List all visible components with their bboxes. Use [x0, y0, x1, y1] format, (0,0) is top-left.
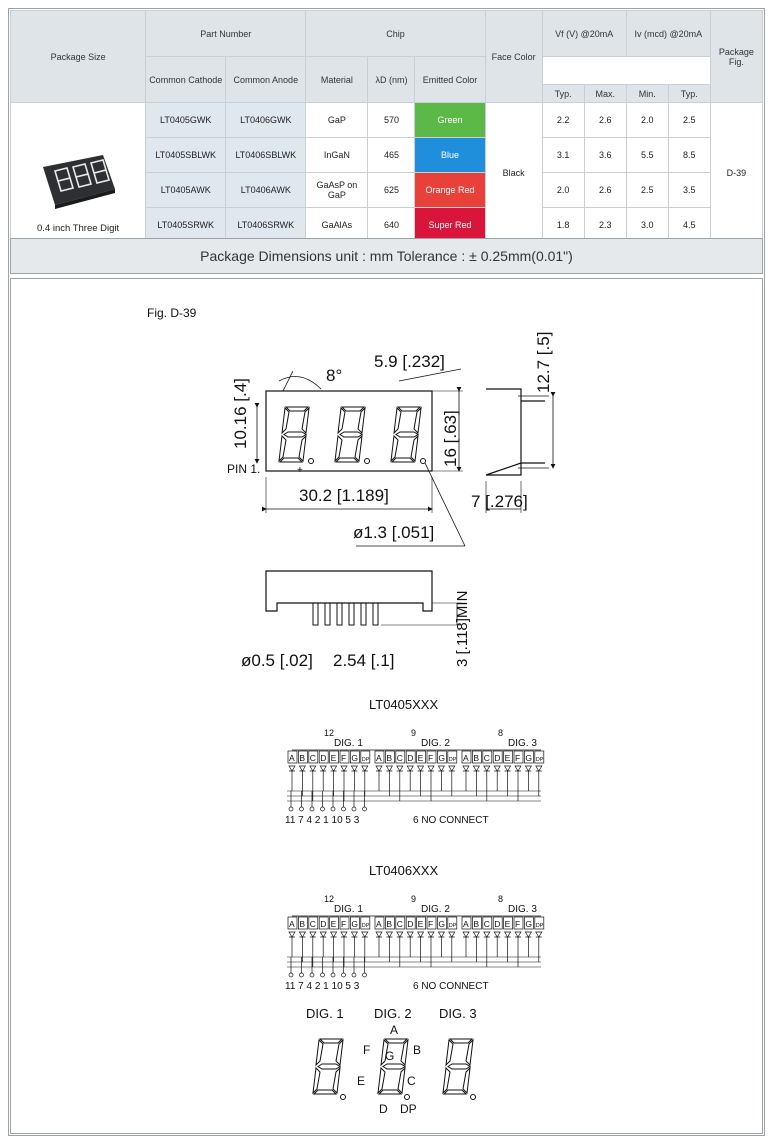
front-digit-1	[279, 407, 309, 462]
segment-letter: E	[504, 753, 511, 763]
diode-symbol	[449, 932, 455, 937]
front-view-outline	[266, 391, 432, 471]
segment-letter: B	[299, 919, 306, 929]
vf-max-1: 3.6	[584, 138, 626, 173]
diode-symbol	[351, 766, 357, 771]
color-swatch-3: Super Red	[415, 208, 485, 243]
fig-label: Fig. D-39	[147, 306, 197, 320]
pin-terminal	[342, 807, 346, 811]
seg-label-b: B	[413, 1043, 422, 1057]
pitch-label: 5.9 [.232]	[374, 352, 445, 371]
wavelength-2: 625	[368, 173, 415, 208]
segment-letter: F	[341, 919, 347, 929]
pin-terminal	[331, 973, 335, 977]
seg-label-d: D	[379, 1102, 388, 1116]
vf-max-2: 2.6	[584, 173, 626, 208]
segment-letter: F	[428, 919, 434, 929]
diode-symbol	[536, 766, 542, 771]
svg-text:11 7 4 2 1 10 5 3: 11 7 4 2 1 10 5 3	[285, 981, 360, 992]
cathode-part-0: LT0405GWK	[146, 103, 226, 138]
pin-diameter-label: ø0.5 [.02]	[241, 651, 313, 670]
diode-symbol	[484, 932, 490, 937]
pin-terminal	[363, 807, 367, 811]
svg-text:8: 8	[498, 894, 504, 904]
segment-letter: D	[494, 919, 501, 929]
pin-terminal	[331, 807, 335, 811]
pin-terminal	[310, 807, 314, 811]
segment-letter: D	[320, 753, 327, 763]
package-fig-value: D-39	[710, 103, 762, 243]
segment-letter: C	[396, 919, 403, 929]
diode-symbol	[310, 932, 316, 937]
diode-symbol	[418, 766, 424, 771]
header-vf: Vf (V) @20mA	[542, 11, 626, 57]
color-swatch-0: Green	[415, 103, 485, 138]
svg-text:DIG. 3: DIG. 3	[508, 904, 537, 915]
segment-letter: A	[463, 919, 469, 929]
segment-letter: E	[417, 753, 424, 763]
diode-symbol	[397, 932, 403, 937]
header-common-anode: Common Anode	[226, 57, 306, 103]
pin-terminal	[352, 973, 356, 977]
pin-terminal	[300, 807, 304, 811]
legend-dig1: DIG. 1	[306, 1006, 344, 1021]
svg-text:6 NO CONNECT: 6 NO CONNECT	[413, 815, 489, 826]
color-swatch-2: Orange Red	[415, 173, 485, 208]
diode-symbol	[525, 932, 531, 937]
vf-max-0: 2.6	[584, 103, 626, 138]
legend-digit-3	[443, 1039, 473, 1094]
vf-typ-1: 3.1	[542, 138, 584, 173]
diode-symbol	[299, 766, 305, 771]
segment-letter: E	[330, 753, 337, 763]
diode-symbol	[484, 766, 490, 771]
diode-symbol	[407, 932, 413, 937]
segment-letter: A	[289, 753, 295, 763]
pin-pitch-label: 2.54 [.1]	[333, 651, 395, 670]
header-vf-max: Max.	[584, 85, 626, 103]
cathode-part-2: LT0405AWK	[146, 173, 226, 208]
diode-symbol	[505, 932, 511, 937]
segment-letter: F	[341, 753, 347, 763]
segment-letter: DP	[448, 923, 457, 929]
bottom-pins	[313, 603, 378, 625]
segment-letter: G	[351, 919, 359, 929]
header-iv-min: Min.	[626, 85, 668, 103]
diode-symbol	[341, 932, 347, 937]
side-depth-label: 7 [.276]	[471, 492, 528, 511]
svg-text:9: 9	[411, 894, 417, 904]
legend-digit-2	[378, 1039, 408, 1094]
diode-symbol	[351, 932, 357, 937]
svg-text:11 7 4 2 1 10 5 3: 11 7 4 2 1 10 5 3	[285, 815, 360, 826]
dot-diameter-label: ø1.3 [.051]	[353, 523, 435, 542]
pin-length-label: 3 [.118]MIN	[454, 590, 471, 667]
diode-symbol	[505, 766, 511, 771]
seg-label-e: E	[357, 1074, 366, 1088]
seg-label-c: C	[407, 1074, 416, 1088]
vf-typ-3: 1.8	[542, 208, 584, 243]
segment-letter: G	[438, 753, 446, 763]
legend-digit-1	[313, 1039, 343, 1094]
iv-min-0: 2.0	[626, 103, 668, 138]
width-label: 30.2 [1.189]	[299, 486, 389, 505]
wavelength-3: 640	[368, 208, 415, 243]
diode-symbol	[299, 932, 305, 937]
diode-symbol	[310, 766, 316, 771]
segment-letter: F	[428, 753, 434, 763]
svg-text:8: 8	[498, 728, 504, 738]
segment-letter: A	[463, 753, 469, 763]
seg-label-g: G	[385, 1049, 395, 1063]
dimension-drawing	[10, 278, 763, 1134]
segment-letter: G	[438, 919, 446, 929]
segment-letter: E	[330, 919, 337, 929]
segment-letter: A	[289, 919, 295, 929]
diode-symbol	[289, 932, 295, 937]
diode-symbol	[438, 932, 444, 937]
anode-part-3: LT0406SRWK	[226, 208, 306, 243]
cathode-part-3: LT0405SRWK	[146, 208, 226, 243]
spec-table	[10, 10, 763, 243]
segment-letter: DP	[361, 757, 370, 763]
height-outer-label: 16 [.63]	[441, 410, 460, 467]
diode-symbol	[386, 932, 392, 937]
segment-letter: B	[386, 919, 393, 929]
diode-symbol	[449, 766, 455, 771]
face-color-value: Black	[485, 103, 542, 243]
diode-symbol	[428, 766, 434, 771]
header-face-color: Face Color	[485, 11, 542, 103]
diode-symbol	[494, 932, 500, 937]
pin-terminal	[300, 973, 304, 977]
iv-min-2: 2.5	[626, 173, 668, 208]
svg-text:DIG. 2: DIG. 2	[421, 904, 450, 915]
segment-letter: DP	[361, 923, 370, 929]
pin-terminal	[342, 973, 346, 977]
material-3: GaAlAs	[306, 208, 368, 243]
svg-text:12: 12	[324, 728, 335, 738]
side-view	[486, 389, 545, 475]
segment-letter: A	[376, 753, 382, 763]
front-digit-2	[335, 407, 365, 462]
diode-symbol	[341, 766, 347, 771]
package-image-cell	[11, 103, 146, 243]
header-part-number: Part Number	[146, 11, 306, 57]
package-dimensions-title: Package Dimensions unit : mm Tolerance : ± 0.25mm(0.01")	[10, 238, 763, 274]
segment-letter: G	[525, 919, 533, 929]
diode-symbol	[515, 766, 521, 771]
segment-letter: D	[407, 919, 414, 929]
package-caption: 0.4 inch Three Digit	[36, 223, 120, 234]
pin-terminal	[289, 973, 293, 977]
diode-symbol	[428, 932, 434, 937]
cathode-part-1: LT0405SBLWK	[146, 138, 226, 173]
legend-dig2: DIG. 2	[374, 1006, 412, 1021]
vf-max-3: 2.3	[584, 208, 626, 243]
circuit2-diagram	[285, 894, 544, 992]
diode-symbol	[362, 932, 368, 937]
diode-symbol	[473, 766, 479, 771]
segment-letter: D	[320, 919, 327, 929]
wavelength-0: 570	[368, 103, 415, 138]
diode-symbol	[463, 932, 469, 937]
svg-text:DIG. 3: DIG. 3	[508, 738, 537, 749]
header-material: Material	[306, 57, 368, 103]
segment-letter: D	[494, 753, 501, 763]
segment-letter: C	[483, 919, 490, 929]
segment-letter: B	[299, 753, 306, 763]
segment-letter: E	[504, 919, 511, 929]
diode-symbol	[331, 932, 337, 937]
drawing-svg	[11, 279, 762, 1133]
segment-letter: B	[386, 753, 393, 763]
header-common-cathode: Common Cathode	[146, 57, 226, 103]
diode-symbol	[320, 932, 326, 937]
diode-symbol	[407, 766, 413, 771]
material-2: GaAsP on GaP	[306, 173, 368, 208]
color-swatch-1: Blue	[415, 138, 485, 173]
front-digit-3	[391, 407, 421, 462]
segment-letter: G	[525, 753, 533, 763]
pin1-label: PIN 1.	[227, 462, 261, 476]
diode-symbol	[397, 766, 403, 771]
diode-symbol	[463, 766, 469, 771]
legend-dig3: DIG. 3	[439, 1006, 477, 1021]
vf-typ-0: 2.2	[542, 103, 584, 138]
iv-typ-3: 4.5	[668, 208, 710, 243]
circuit1-title: LT0405XXX	[369, 697, 439, 712]
svg-text:12: 12	[324, 894, 335, 904]
material-0: GaP	[306, 103, 368, 138]
segment-letter: E	[417, 919, 424, 929]
svg-text:6 NO CONNECT: 6 NO CONNECT	[413, 981, 489, 992]
svg-text:DIG. 2: DIG. 2	[421, 738, 450, 749]
segment-letter: G	[351, 753, 359, 763]
diode-symbol	[438, 766, 444, 771]
diode-symbol	[418, 932, 424, 937]
package-photo	[33, 147, 123, 217]
diode-symbol	[494, 766, 500, 771]
seg-label-f: F	[363, 1043, 371, 1057]
header-package-fig: Package Fig.	[710, 11, 762, 103]
diode-symbol	[515, 932, 521, 937]
anode-part-0: LT0406GWK	[226, 103, 306, 138]
angle-label: 8°	[326, 366, 343, 385]
header-vf-typ: Typ.	[542, 85, 584, 103]
iv-typ-2: 3.5	[668, 173, 710, 208]
segment-letter: A	[376, 919, 382, 929]
diode-symbol	[320, 766, 326, 771]
segment-letter: B	[473, 753, 480, 763]
side-height-label: 12.7 [.5]	[534, 331, 553, 393]
circuit1-diagram	[285, 728, 544, 826]
pin-terminal	[363, 973, 367, 977]
pin1-plus: +	[297, 465, 303, 476]
header-iv: Iv (mcd) @20mA	[626, 11, 710, 57]
iv-min-3: 3.0	[626, 208, 668, 243]
pin-terminal	[310, 973, 314, 977]
diode-symbol	[362, 766, 368, 771]
iv-min-1: 5.5	[626, 138, 668, 173]
wavelength-1: 465	[368, 138, 415, 173]
anode-part-2: LT0406AWK	[226, 173, 306, 208]
segment-letter: C	[309, 753, 316, 763]
header-chip: Chip	[306, 11, 485, 57]
segment-letter: DP	[448, 757, 457, 763]
diode-symbol	[386, 766, 392, 771]
segment-letter: D	[407, 753, 414, 763]
pin-terminal	[352, 807, 356, 811]
pin-terminal	[321, 807, 325, 811]
header-package-size: Package Size	[11, 11, 146, 103]
segment-letter: C	[309, 919, 316, 929]
header-emitted-color: Emitted Color	[415, 57, 485, 103]
segment-letter: F	[515, 753, 521, 763]
svg-text:DIG. 1: DIG. 1	[334, 904, 363, 915]
iv-typ-0: 2.5	[668, 103, 710, 138]
diode-symbol	[525, 766, 531, 771]
diode-symbol	[473, 932, 479, 937]
svg-text:DIG. 1: DIG. 1	[334, 738, 363, 749]
diode-symbol	[376, 932, 382, 937]
anode-part-1: LT0406SBLWK	[226, 138, 306, 173]
iv-typ-1: 8.5	[668, 138, 710, 173]
diode-symbol	[536, 932, 542, 937]
segment-letter: DP	[535, 757, 544, 763]
circuit2-title: LT0406XXX	[369, 863, 439, 878]
seg-label-a: A	[390, 1023, 399, 1037]
diode-symbol	[376, 766, 382, 771]
segment-letter: B	[473, 919, 480, 929]
pin-terminal	[321, 973, 325, 977]
header-iv-typ: Typ.	[668, 85, 710, 103]
header-wavelength: λD (nm)	[368, 57, 415, 103]
pin-terminal	[289, 807, 293, 811]
diode-symbol	[289, 766, 295, 771]
segment-letter: F	[515, 919, 521, 929]
segment-letter: C	[396, 753, 403, 763]
diode-symbol	[331, 766, 337, 771]
height-inner-label: 10.16 [.4]	[231, 378, 250, 449]
material-1: InGaN	[306, 138, 368, 173]
segment-letter: C	[483, 753, 490, 763]
seg-label-dp: DP	[400, 1102, 417, 1116]
svg-text:9: 9	[411, 728, 417, 738]
segment-letter: DP	[535, 923, 544, 929]
vf-typ-2: 2.0	[542, 173, 584, 208]
